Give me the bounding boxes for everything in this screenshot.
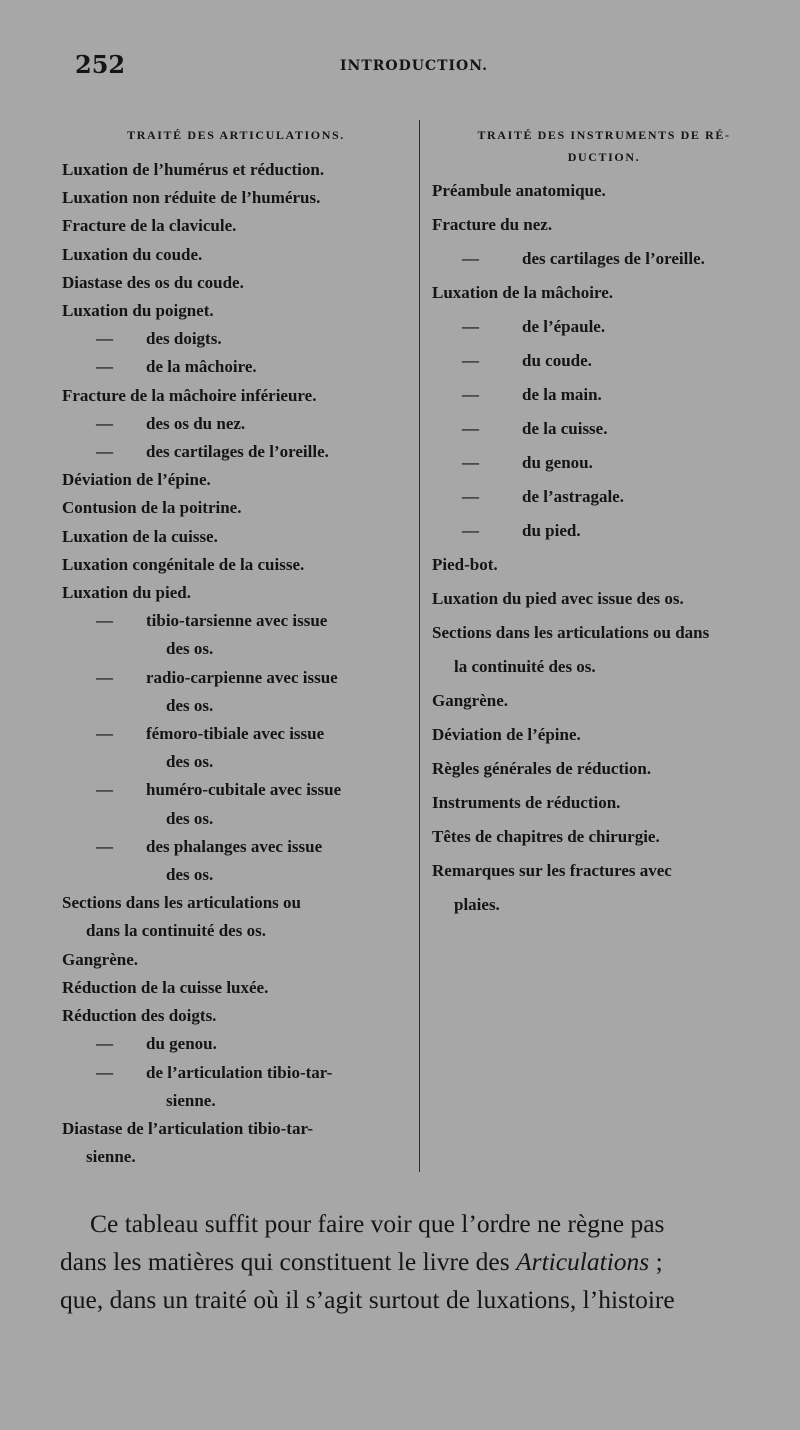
ditto-dash: — — [462, 249, 479, 268]
toc-entry — [62, 1030, 410, 1058]
toc-entry-text: des doigts. — [146, 329, 222, 349]
ditto-dash: — — [96, 724, 113, 744]
toc-entry: Luxation du poignet. — [62, 301, 214, 321]
toc-entry: Préambule anatomique. — [432, 181, 606, 200]
toc-entry: Luxation non réduite de l’humérus. — [62, 188, 321, 208]
left-column-heading: TRAITÉ DES ARTICULATIONS. — [127, 128, 345, 142]
toc-entry — [432, 242, 772, 276]
toc-entry-text: des phalanges avec issue — [146, 836, 323, 856]
toc-entry: Gangrène. — [62, 949, 139, 969]
toc-entry: Diastase de l’articulation tibio-tar- — [62, 1118, 314, 1138]
toc-entry-text: des os du nez. — [146, 413, 246, 433]
right-column-heading — [432, 124, 772, 168]
toc-entry: des os. — [166, 808, 214, 828]
right-column-heading-line1: TRAITÉ DES INSTRUMENTS DE RÉ- — [477, 128, 731, 142]
toc-entry — [62, 438, 410, 466]
left-entry-list — [62, 156, 410, 1171]
toc-entry — [62, 410, 410, 438]
ditto-dash: — — [96, 442, 113, 462]
toc-entry-text: huméro-cubitale avec issue — [146, 780, 342, 800]
book-title-italic: Articulations — [516, 1247, 650, 1276]
ditto-dash: — — [96, 836, 113, 856]
ditto-dash: — — [462, 487, 479, 506]
toc-entry: Pied-bot. — [432, 555, 498, 574]
toc-entry: des os. — [166, 865, 214, 885]
toc-entry-text: de la main. — [522, 385, 602, 404]
toc-entry: Diastase des os du coude. — [62, 272, 244, 292]
toc-entry — [432, 344, 772, 378]
toc-entry: Luxation du pied. — [62, 583, 191, 603]
toc-entry-text: fémoro-tibiale avec issue — [146, 724, 325, 744]
toc-entry-text: du genou. — [146, 1034, 217, 1054]
toc-entry — [62, 325, 410, 353]
ditto-dash: — — [462, 317, 479, 336]
toc-entry — [62, 1059, 410, 1087]
toc-entry — [62, 353, 410, 381]
ditto-dash: — — [96, 1062, 113, 1082]
toc-entry-text: radio-carpienne avec issue — [146, 667, 338, 687]
toc-entry: dans la continuité des os. — [86, 921, 266, 941]
toc-entry: Luxation de la mâchoire. — [432, 283, 614, 302]
ditto-dash: — — [96, 357, 113, 377]
toc-entry: Luxation du coude. — [62, 244, 203, 264]
right-entry-list — [432, 174, 772, 922]
toc-entry-text: des cartilages de l’oreille. — [522, 249, 705, 268]
toc-entry — [432, 514, 772, 548]
left-column — [62, 124, 410, 1171]
toc-entry — [62, 776, 410, 804]
right-column-heading-line2: DUCTION. — [567, 150, 641, 164]
ditto-dash: — — [462, 419, 479, 438]
toc-entry-text: des cartilages de l’oreille. — [146, 442, 329, 462]
toc-entry: Fracture du nez. — [432, 215, 553, 234]
toc-entry-text: de l’astragale. — [522, 487, 624, 506]
body-paragraph — [60, 1205, 760, 1319]
toc-entry: Règles générales de réduction. — [432, 759, 652, 778]
toc-entry — [432, 480, 772, 514]
toc-entry: la continuité des os. — [454, 657, 596, 676]
toc-entry-text: de l’épaule. — [522, 317, 606, 336]
toc-entry: Déviation de l’épine. — [62, 470, 211, 490]
body-line-3: que, dans un traité où il s’agit surtout de luxations, l’histoire — [60, 1285, 675, 1314]
ditto-dash: — — [96, 667, 113, 687]
toc-entry: Gangrène. — [432, 691, 509, 710]
toc-entry: plaies. — [454, 895, 500, 914]
running-head: INTRODUCTION. — [340, 58, 489, 74]
toc-entry — [432, 446, 772, 480]
toc-entry: Réduction de la cuisse luxée. — [62, 977, 269, 997]
body-line-2 — [60, 1243, 760, 1281]
ditto-dash: — — [96, 413, 113, 433]
ditto-dash: — — [462, 453, 479, 472]
toc-entry — [432, 310, 772, 344]
right-column — [432, 124, 772, 922]
page-number: 252 — [75, 50, 126, 79]
toc-entry: Luxation de la cuisse. — [62, 526, 218, 546]
ditto-dash: — — [96, 329, 113, 349]
body-line-2-punct: ; — [649, 1247, 663, 1276]
toc-entry: Luxation congénitale de la cuisse. — [62, 554, 305, 574]
ditto-dash: — — [462, 385, 479, 404]
toc-entry-text: du genou. — [522, 453, 593, 472]
ditto-dash: — — [462, 351, 479, 370]
toc-entry-text: de la mâchoire. — [146, 357, 257, 377]
toc-entry — [432, 378, 772, 412]
toc-entry-text: tibio-tarsienne avec issue — [146, 611, 328, 631]
body-line-2-text: dans les matières qui constituent le livre des — [60, 1247, 517, 1276]
toc-entry — [432, 412, 772, 446]
toc-entry: Déviation de l’épine. — [432, 725, 581, 744]
toc-entry: sienne. — [86, 1147, 136, 1167]
toc-entry-text: de la cuisse. — [522, 419, 608, 438]
toc-entry-text: de l’articulation tibio-tar- — [146, 1062, 333, 1082]
toc-entry — [62, 833, 410, 861]
ditto-dash: — — [462, 521, 479, 540]
column-divider — [419, 120, 420, 1172]
toc-entry: des os. — [166, 639, 214, 659]
toc-entry: Luxation du pied avec issue des os. — [432, 589, 684, 608]
body-line-1: Ce tableau suffit pour faire voir que l’ordre ne règne pas — [90, 1209, 665, 1238]
toc-entry: Remarques sur les fractures avec — [432, 861, 672, 880]
ditto-dash: — — [96, 780, 113, 800]
toc-entry — [62, 607, 410, 635]
toc-entry: Fracture de la clavicule. — [62, 216, 237, 236]
toc-entry: sienne. — [166, 1090, 216, 1110]
toc-entry — [62, 720, 410, 748]
toc-entry: Fracture de la mâchoire inférieure. — [62, 385, 317, 405]
toc-entry: Sections dans les articulations ou — [62, 893, 301, 913]
toc-entry: des os. — [166, 752, 214, 772]
toc-entry: Luxation de l’humérus et réduction. — [62, 160, 325, 179]
ditto-dash: — — [96, 611, 113, 631]
toc-entry: Sections dans les articulations ou dans — [432, 623, 710, 642]
toc-entry: Réduction des doigts. — [62, 1006, 217, 1026]
toc-entry-text: du coude. — [522, 351, 592, 370]
toc-entry: Contusion de la poitrine. — [62, 498, 242, 518]
toc-entry: Têtes de chapitres de chirurgie. — [432, 827, 660, 846]
toc-entry: Instruments de réduction. — [432, 793, 621, 812]
toc-entry: des os. — [166, 695, 214, 715]
toc-entry-text: du pied. — [522, 521, 581, 540]
ditto-dash: — — [96, 1034, 113, 1054]
toc-entry — [62, 664, 410, 692]
